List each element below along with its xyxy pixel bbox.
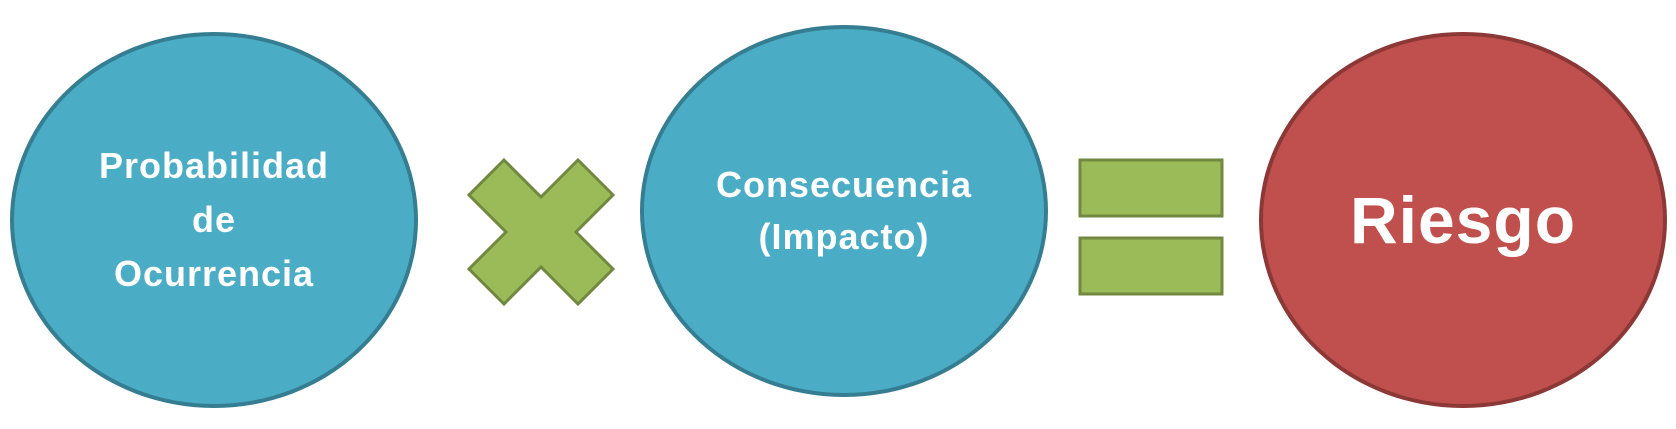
equals-icon-bottom-bar: [1080, 238, 1222, 294]
node-riesgo-label: Riesgo: [1349, 183, 1577, 257]
equals-icon: [1078, 158, 1224, 298]
node-riesgo: [1259, 32, 1667, 408]
multiply-icon-shape: [469, 160, 613, 304]
node-consecuencia-impacto: [640, 25, 1048, 397]
equals-icon-top-bar: [1080, 160, 1222, 216]
node-probabilidad-label: Probabilidad de Ocurrencia: [98, 145, 330, 294]
node-consecuencia-label: Consecuencia (Impacto): [715, 164, 973, 257]
multiply-icon: [467, 158, 615, 306]
node-probabilidad-de-ocurrencia: [10, 32, 418, 408]
